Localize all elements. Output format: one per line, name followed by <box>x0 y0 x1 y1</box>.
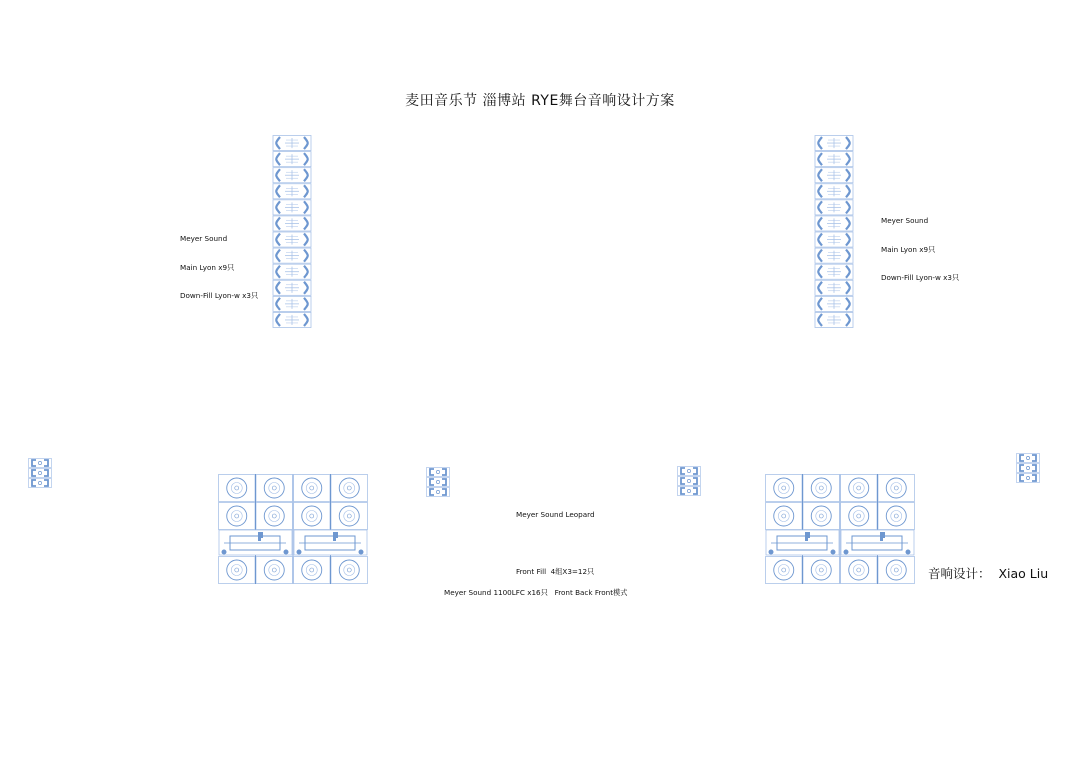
subwoofer-cabinet <box>219 503 256 530</box>
front-fill-cabinet <box>29 459 52 468</box>
right-sub-block <box>765 474 915 584</box>
subwoofer-cabinet <box>803 503 840 530</box>
front-fill-cabinet <box>427 468 450 477</box>
front-fill-cabinet <box>427 488 450 497</box>
line-array-cabinet <box>815 312 853 327</box>
line-array-cabinet <box>273 264 311 279</box>
subwoofer-cabinet <box>766 503 803 530</box>
line-array-cabinet <box>273 136 311 151</box>
line-array-cabinet <box>815 184 853 199</box>
line-array-cabinet <box>273 248 311 263</box>
left-array-downfill: Down-Fill Lyon-w x3只 <box>180 291 259 300</box>
subwoofer-cabinet <box>294 557 331 584</box>
rigging-frame <box>219 530 292 555</box>
subwoofer-cabinet <box>219 475 256 502</box>
line-array-cabinet <box>815 280 853 295</box>
front-fill-model: Meyer Sound Leopard <box>516 510 595 519</box>
front-fill-cabinet <box>678 487 701 496</box>
line-array-cabinet <box>273 280 311 295</box>
left-line-array <box>272 135 312 328</box>
line-array-cabinet <box>815 232 853 247</box>
front-fill-center-right <box>677 466 701 496</box>
subwoofer-cabinet <box>256 475 293 502</box>
right-array-brand: Meyer Sound <box>881 216 929 225</box>
rigging-frame <box>841 530 914 555</box>
front-fill-cabinet <box>678 477 701 486</box>
line-array-cabinet <box>815 216 853 231</box>
front-fill-cabinet <box>1017 454 1040 463</box>
front-fill-far-right <box>1016 453 1040 483</box>
front-fill-cabinet <box>1017 464 1040 473</box>
subwoofer-cabinet <box>841 475 878 502</box>
subwoofer-cabinet <box>766 475 803 502</box>
right-array-note <box>881 197 959 292</box>
left-array-note <box>180 215 258 310</box>
subwoofer-cabinet <box>331 503 368 530</box>
left-sub-block <box>218 474 368 584</box>
right-array-main: Main Lyon x9只 <box>881 244 936 254</box>
front-fill-cabinet <box>29 469 52 478</box>
line-array-cabinet <box>273 216 311 231</box>
subwoofer-cabinet <box>219 557 256 584</box>
line-array-cabinet <box>273 312 311 327</box>
rigging-frame <box>294 530 367 555</box>
subwoofer-cabinet <box>878 557 915 584</box>
line-array-cabinet <box>815 200 853 215</box>
front-fill-far-left <box>28 458 52 488</box>
line-array-cabinet <box>273 296 311 311</box>
subwoofer-cabinet <box>294 503 331 530</box>
subwoofer-cabinet <box>331 557 368 584</box>
sound-designer-credit: 音响设计： Xiao Liu <box>928 566 1049 581</box>
line-array-cabinet <box>273 200 311 215</box>
line-array-cabinet <box>273 232 311 247</box>
right-line-array <box>814 135 854 328</box>
front-fill-cabinet <box>678 467 701 476</box>
subwoofer-cabinet <box>803 475 840 502</box>
front-fill-note <box>516 467 595 600</box>
line-array-cabinet <box>815 152 853 167</box>
line-array-cabinet <box>815 136 853 151</box>
sub-note: Meyer Sound 1100LFC x16只 Front Back Front模式 <box>444 588 628 597</box>
subwoofer-cabinet <box>841 503 878 530</box>
page-title: 麦田音乐节 淄博站 RYE舞台音响设计方案 <box>405 93 675 109</box>
subwoofer-cabinet <box>256 557 293 584</box>
front-fill-desc: Front Fill 4组X3=12只 <box>516 567 595 576</box>
line-array-cabinet <box>815 248 853 263</box>
front-fill-cabinet <box>1017 474 1040 483</box>
line-array-cabinet <box>273 168 311 183</box>
subwoofer-cabinet <box>294 475 331 502</box>
line-array-cabinet <box>815 168 853 183</box>
rigging-frame <box>766 530 839 555</box>
left-array-brand: Meyer Sound <box>180 234 228 243</box>
line-array-cabinet <box>273 184 311 199</box>
left-array-main: Main Lyon x9只 <box>180 262 235 272</box>
subwoofer-cabinet <box>256 503 293 530</box>
subwoofer-cabinet <box>803 557 840 584</box>
line-array-cabinet <box>815 296 853 311</box>
front-fill-cabinet <box>29 479 52 488</box>
line-array-cabinet <box>815 264 853 279</box>
subwoofer-cabinet <box>841 557 878 584</box>
front-fill-center-left <box>426 467 450 497</box>
subwoofer-cabinet <box>766 557 803 584</box>
right-array-downfill: Down-Fill Lyon-w x3只 <box>881 273 960 282</box>
subwoofer-cabinet <box>331 475 368 502</box>
subwoofer-cabinet <box>878 503 915 530</box>
front-fill-cabinet <box>427 478 450 487</box>
line-array-cabinet <box>273 152 311 167</box>
subwoofer-cabinet <box>878 475 915 502</box>
